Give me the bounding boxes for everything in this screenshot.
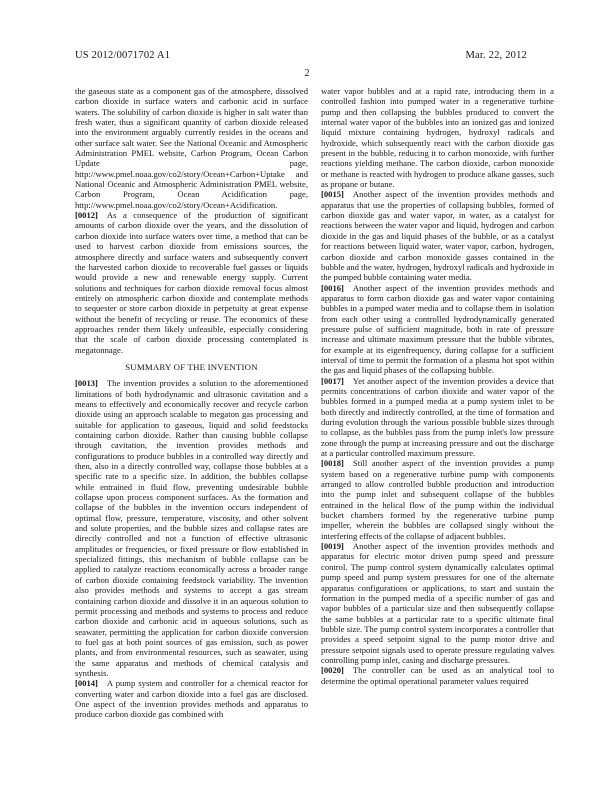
paragraph-text: the gaseous state as a component gas of the atmosphere, dissolved carbon dioxide in surface waters and carbonic acid in surface waters. The solubility of carbon dioxide is higher in salt water than fresh water, thus a significant quantity of carbon dioxide released into the environment arguably currently resides in the oceans and other surface salt water. See the National Oceanic and Atmospheric Administration PMEL website, Carbon Program, Ocean Carbon Update page, http://www.pmel.noaa.gov/co2/story/Ocean+Carbon+Uptake and National Oceanic and Atmospheric Administration PMEL website, Carbon Program, Ocean Acidification page, http://www.pmel.noaa.gov/co2/story/Ocean+Acidification. <box>75 86 308 210</box>
paragraph-text: Another aspect of the invention provides methods and apparatus that use the properties of collapsing bubbles, formed of carbon dioxide gas and water vapor, in water, as a catalyst for reactions between the water vapor and liquid, hydrogen and carbon dioxide in the gas and liquid phases of the bubble, or as a catalyst for reactions between liquid water, water vapor, carbon, hydrogen, carbon dioxide and carbon monoxide gasses contained in the bubble and the water, hydrogen, hydroxyl radicals and hydroxide in the pumped bubble containing water media. <box>321 189 554 283</box>
paragraph-number: [0014] <box>75 678 98 689</box>
paragraph-number: [0016] <box>321 282 344 293</box>
paragraph <box>75 210 308 355</box>
paragraph-text: Another aspect of the invention provides methods and apparatus to form carbon dioxide gas and water vapor containing bubbles in a pumped water media and to collapse them in isolation from each other using a controlled hydrodynamically generated pressure pulse of sufficient magnitude, both in rate of pressure increase and ultimate maximum pressure that the bubble vibrates, for example at its eigenfrequency, during collapse for a sufficient interval of time to permit the formation of a plasma hot spot within the gas and liquid phases of the collapsing bubble. <box>321 282 554 376</box>
paragraph <box>321 189 554 282</box>
paragraph-text: A pump system and controller for a chemical reactor for converting water and carbon dioxide into a fuel gas are disclosed. One aspect of the invention provides methods and apparatus to produce carbon dioxide gas combined with <box>75 678 308 720</box>
paragraph-continuation <box>321 86 554 189</box>
paragraph-continuation <box>75 86 308 210</box>
paragraph-text: Still another aspect of the invention provides a pump system based on a regenerative turbine pump with components arranged to allow controlled bubble production and introduction into the pump inlet and subsequent collapse of the bubbles entrained in the helical flow of the pump within the individual bucket chambers formed by the regenerative turbine pump impeller, wherein the bubbles are collapsed singly without the interfering effects of the collapse of adjacent bubbles. <box>321 458 554 541</box>
paragraph-text: Another aspect of the invention provides methods and apparatus for electric motor driven pump speed and pressure control. The pump control system dynamically calculates optimal pump speed and pump system pressures for one of the alternate apparatus configurations or applications, to start and sustain the formation in the pumped media of a specific number of gas and vapor bubbles of a particular size and then subsequently collapse the same bubbles at a particular rate to a specific ultimate final bubble size. The pump control system incorporates a controller that provides a speed setpoint signal to the pump motor drive and pressure setpoint signals used to operate pressure regulating valves controlling pump inlet, casing and discharge pressures. <box>321 541 554 665</box>
left-column <box>75 86 308 720</box>
paragraph <box>321 541 554 665</box>
paragraph <box>321 376 554 459</box>
paragraph-number: [0018] <box>321 458 344 469</box>
section-heading: SUMMARY OF THE INVENTION <box>125 361 258 372</box>
paragraph <box>321 283 554 376</box>
patent-publication-number: US 2012/0071702 A1 <box>75 50 171 61</box>
paragraph-text: Yet another aspect of the invention provides a device that permits concentrations of carbon dioxide and water vapor of the bubbles formed in a pumped media at a pump system inlet to be both directly and indirectly controlled, at the time of formation and during evolution through the various possible bubble sizes through to collapse, as the bubbles pass from the pump inlet's low pressure zone through the pump at increasing pressure and out the discharge at a particular controlled maximum pressure. <box>321 375 554 459</box>
paragraph-number: [0019] <box>321 541 344 552</box>
paragraph-text: The invention provides a solution to the aforementioned limitations of both hydrodynamic and ultrasonic cavitation and a means to effectively and economically recover and recycle carbon dioxide using an approach scalable to megaton gas processing and suitable for application to gaseous, liquid and solid feedstocks containing carbon dioxide. Rather than causing bubble collapse through cavitation, the invention provides methods and configurations to produce bubbles in a controlled way directly and then, also in a directly controlled way, collapse those bubbles at a specific rate to a specific size. In addition, the bubbles collapse while entrained in fluid flow, preventing undesirable bubble collapse upon process component surfaces. As the formation and collapse of the bubbles in the invention occurs independent of optimal flow, pressure, temperature, viscosity, and other solvent and solute properties, and the bubble sizes and collapse rates are directly controlled and not a function of effective ultrasonic amplitudes or frequencies, or fixed pressure or flow established in specialized fittings, this mechanism of bubble collapse can be applied to catalyze reactions economically across a broader range of carbon dioxide containing feedstock variability. The invention also provides methods and systems to accept a gas stream containing carbon dioxide and dissolve it in an aqueous solution to permit processing and methods and systems to process and reduce carbon dioxide and carbonic acid in aqueous solutions, such as seawater, permitting the application for carbon dioxide conversion to fuel gas at both point sources of gas emission, such as power plants, and from environmental resources, such as seawater, using the same apparatus and methods of chemical catalysis and synthesis. <box>75 378 308 678</box>
publication-date: Mar. 22, 2012 <box>465 50 527 61</box>
paragraph <box>75 378 308 678</box>
paragraph-number: [0020] <box>321 665 344 676</box>
paragraph-text: The controller can be used as an analytical tool to determine the optimal operational parameter values required <box>321 665 554 686</box>
paragraph-number: [0013] <box>75 378 98 389</box>
paragraph <box>321 665 554 686</box>
paragraph-text: water vapor bubbles and at a rapid rate, introducing them in a controlled fashion into pumped water in a regenerative turbine pump and then collapsing the bubbles produced to convert the internal water vapor of the bubbles into an ionized gas and ionized liquid mixture containing hydrogen, hydroxyl radicals and hydroxide, which subsequently react with the carbon dioxide gas present in the bubble, reducing it to carbon monoxide, with further reactions yielding methane. The carbon dioxide, carbon monoxide or methane is reacted with hydrogen to produce alkane gasses, such as propane or butane. <box>321 86 554 190</box>
paragraph <box>75 678 308 719</box>
page-number: 2 <box>304 68 310 79</box>
right-column <box>321 86 554 686</box>
paragraph-number: [0017] <box>321 375 344 386</box>
paragraph-number: [0012] <box>75 210 98 221</box>
paragraph-number: [0015] <box>321 189 344 200</box>
paragraph <box>321 458 554 541</box>
paragraph-text: As a consequence of the production of significant amounts of carbon dioxide over the years, and the dissolution of carbon dioxide into surface waters over time, a method that can be used to harvest carbon dioxide from emissions sources, the atmosphere directly and surface waters and subsequently convert the harvested carbon dioxide to recoverable fuel gasses or liquids would provide a new and renewable energy supply. Current solutions and techniques for carbon dioxide removal focus almost entirely on atmospheric carbon dioxide and contemplate methods to sequester or store carbon dioxide in perpetuity at great expense without the benefit of recycling or reuse. The economics of these approaches render them likely unfeasible, especially considering that the scale of carbon dioxide processing contemplated is megatonnage. <box>75 210 308 355</box>
page-header <box>75 50 527 61</box>
